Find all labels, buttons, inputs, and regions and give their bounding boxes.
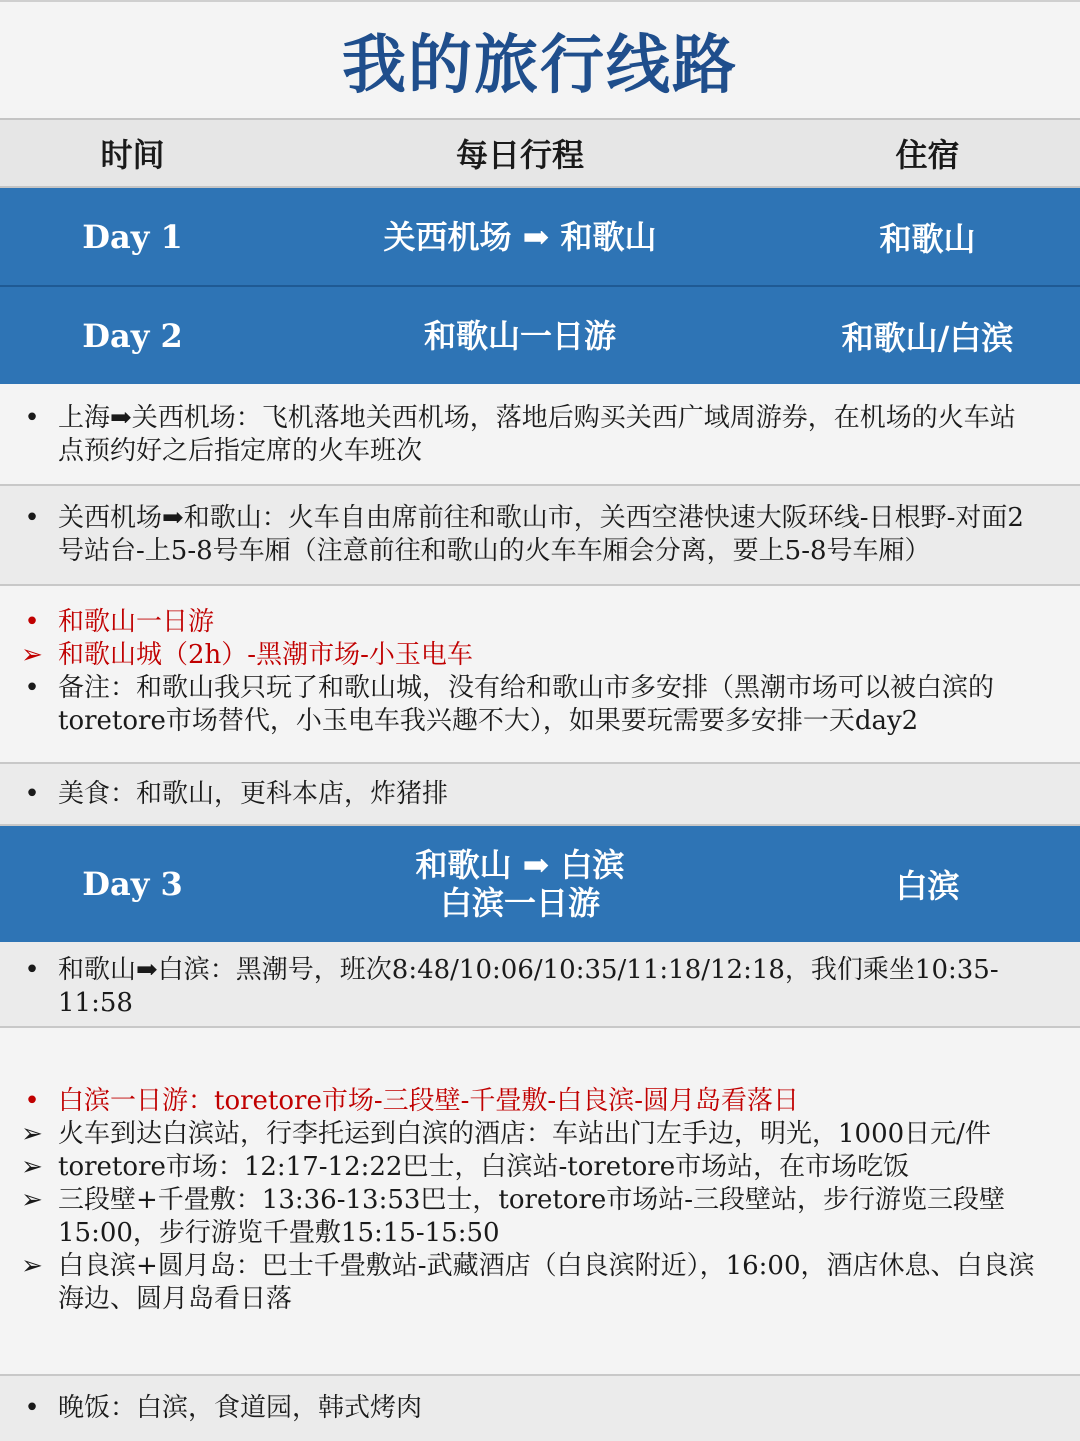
item-text: 上海➡关西机场：飞机落地关西机场，落地后购买关西广域周游券，在机场的火车站点预约好之后指定席的火车班次 [58,403,1016,466]
bullet: • [24,1086,40,1116]
list-item [0,1184,1064,1250]
item-text: 晚饭：白滨，食道园，韩式烤肉 [58,1393,423,1423]
item-text: 火车到达白滨站，行李托运到白滨的酒店：车站出门左手边，明光，1000日元/件 [58,1119,991,1149]
item-text: 白滨一日游：toretore市场-三段壁-千畳敷-白良滨-圆月岛看落日 [58,1086,799,1116]
item-text: 关西机场➡和歌山：火车自由席前往和歌山市，关西空港快速大阪环线-日根野-对面2号站台-上5-8号车厢（注意前往和歌山的火车车厢会分离，要上5-8号车厢） [58,503,1024,566]
table-header [0,118,1080,188]
arrow-bullet-icon: ➢ [21,1119,43,1149]
list-item [0,778,1060,811]
list-item [0,606,1060,639]
day-route [265,188,775,285]
note-items [0,778,1060,811]
day-stay: 和歌山/白滨 [841,318,1014,357]
note-items [0,1085,1070,1316]
day-route [265,287,775,384]
item-text: 和歌山一日游 [58,607,215,637]
route-line: 和歌山一日游 [423,316,616,355]
bullet: • [24,779,40,809]
day-row-2 [0,287,1080,384]
arrow-bullet-icon: ➢ [21,1251,43,1281]
note-block-3 [0,586,1080,764]
item-text: 白良滨+圆月岛：巴士千畳敷站-武藏酒店（白良滨附近），16:00，酒店休息、白良滨海边、圆月岛看日落 [58,1251,1035,1314]
bullet: • [24,673,40,703]
day-stay: 白滨 [895,867,960,905]
day-stay: 和歌山 [879,219,976,258]
day-label: Day 3 [82,865,183,903]
list-item [0,1151,1070,1184]
note-block-5 [0,942,1080,1028]
header-stay: 住宿 [895,136,960,174]
note-block-7 [0,1376,1080,1441]
item-text: 美食：和歌山，更科本店，炸猪排 [58,779,449,809]
list-item [0,1085,1070,1118]
item-text: 和歌山城（2h）-黑潮市场-小玉电车 [58,640,473,670]
note-block-2 [0,486,1080,586]
arrow-bullet-icon: ➢ [21,1152,43,1182]
list-item [0,1118,1070,1151]
note-block-4 [0,764,1080,826]
bullet: • [24,403,40,433]
list-item [0,1250,1064,1316]
bullet: • [24,607,40,637]
list-item [0,402,1060,468]
note-block-1 [0,384,1080,486]
note-items [0,954,1040,1020]
bullet: • [24,955,40,985]
note-items [0,502,1068,568]
route-line: 关西机场 ➡ 和歌山 [383,217,657,256]
item-text: toretore市场：12:17-12:22巴士，白滨站-toretore市场站，在市场吃饭 [58,1152,910,1182]
bullet: • [24,1393,40,1423]
item-text: 备注：和歌山我只玩了和歌山城，没有给和歌山市多安排（黑潮市场可以被白滨的toretore市场替代，小玉电车我兴趣不大），如果要玩需要多安排一天day2 [58,673,995,736]
route-line: 和歌山 ➡ 白滨 [415,846,625,884]
header-time: 时间 [100,136,165,174]
list-item [0,672,1060,738]
day-row-3 [0,826,1080,942]
list-item [0,1392,1060,1425]
day-label: Day 1 [82,217,183,256]
header-plan: 每日行程 [455,136,584,174]
arrow-bullet-icon: ➢ [21,640,43,670]
bullet: • [24,503,40,533]
note-items [0,606,1060,738]
page-title: 我的旅行线路 [342,28,738,103]
list-item [0,639,1060,672]
item-text: 三段壁+千畳敷：13:36-13:53巴士，toretore市场站-三段壁站，步行游览三段壁15:00，步行游览千畳敷15:15-15:50 [58,1185,1006,1248]
arrow-bullet-icon: ➢ [21,1185,43,1215]
list-item [0,502,1068,568]
list-item [0,954,1040,1020]
day-route [265,826,775,942]
item-text: 和歌山➡白滨：黑潮号，班次8:48/10:06/10:35/11:18/12:18，我们乘坐10:35-11:58 [58,955,999,1018]
note-items [0,1392,1060,1425]
route-line: 白滨一日游 [439,884,600,922]
note-items [0,402,1060,468]
note-block-6 [0,1028,1080,1376]
day-row-1 [0,188,1080,285]
title-bar [0,0,1080,118]
day-label: Day 2 [82,316,183,355]
